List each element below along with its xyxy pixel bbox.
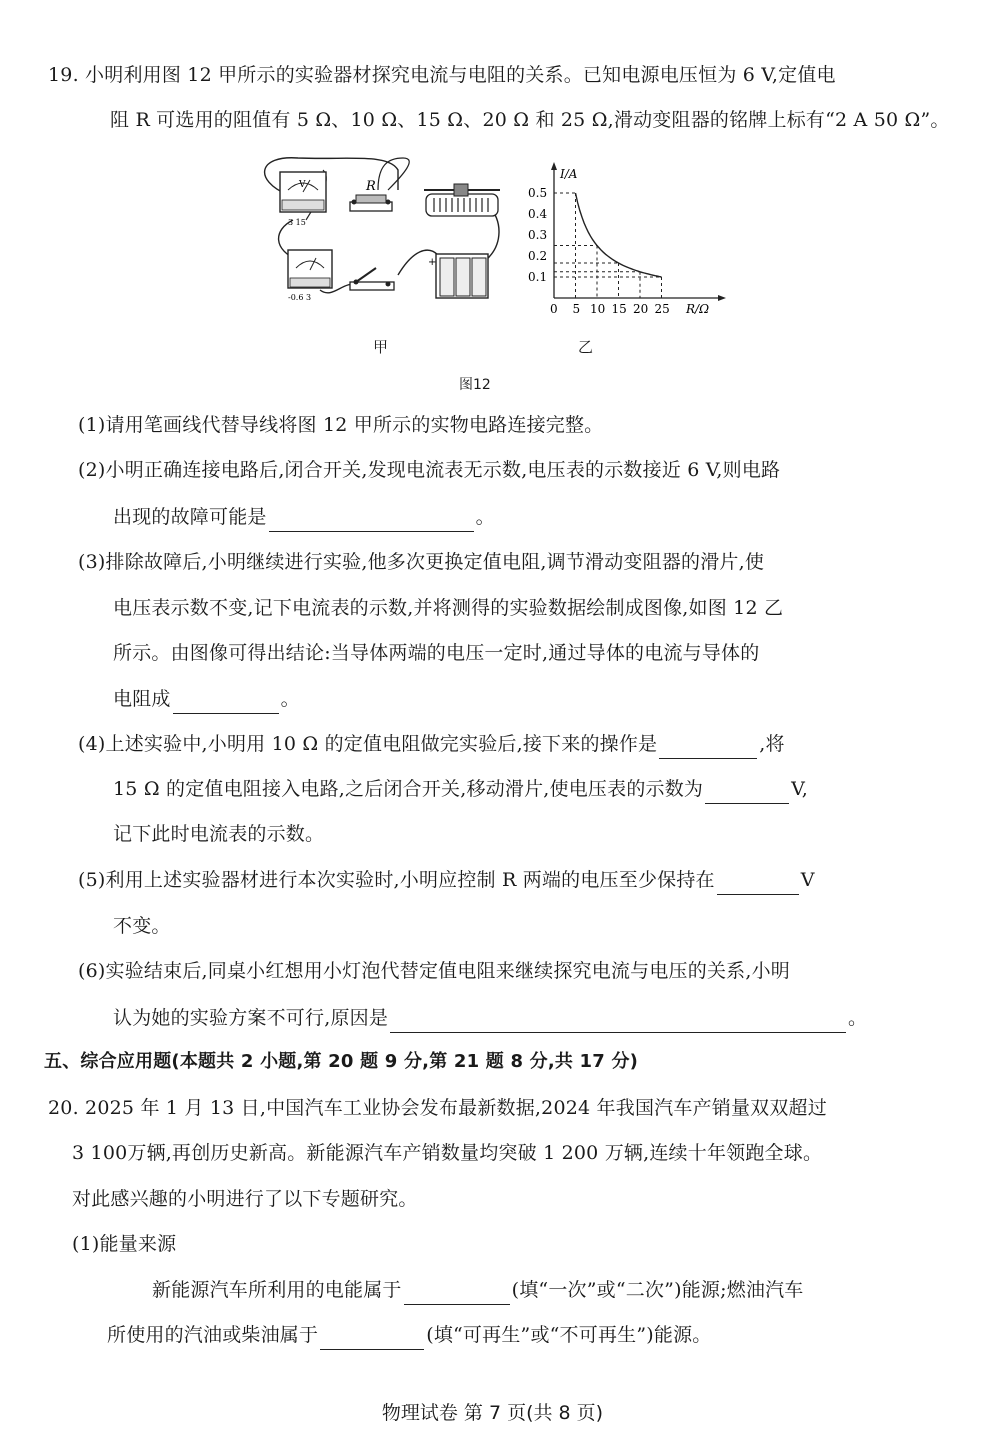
figure12-apparatus bbox=[258, 150, 508, 310]
q20-sub1-line2: 所使用的汽油或柴油属于 (填“可再生”或“不可再生”)能源。 bbox=[107, 1320, 711, 1350]
voltmeter-symbol: V bbox=[299, 180, 306, 190]
x-tick-label: 20 bbox=[633, 302, 649, 316]
figure12-graph bbox=[520, 160, 740, 320]
label-yi: 乙 bbox=[578, 338, 594, 356]
q19-part3-line1: (3)排除故障后,小明继续进行实验,他多次更换定值电阻,调节滑动变阻器的滑片,使 bbox=[78, 551, 765, 573]
answer-blank[interactable] bbox=[404, 1284, 510, 1305]
q19-part4-line3: 记下此时电流表的示数。 bbox=[113, 823, 325, 845]
section-heading: 五、综合应用题(本题共 2 小题,第 20 题 9 分,第 21 题 8 分,共 17 分) bbox=[44, 1051, 639, 1072]
q19-part1: (1)请用笔画线代替导线将图 12 甲所示的实物电路连接完整。 bbox=[78, 414, 604, 436]
x-tick-label: 15 bbox=[611, 302, 627, 316]
wire bbox=[378, 158, 409, 190]
y-tick-label: 0.4 bbox=[528, 207, 548, 221]
x-tick-label: 5 bbox=[572, 302, 581, 316]
q19-part2-line2: 出现的故障可能是 。 bbox=[113, 502, 495, 532]
q19-part5-line1: (5)利用上述实验器材进行本次实验时,小明应控制 R 两端的电压至少保持在 V bbox=[78, 865, 815, 895]
q19-part4-line2: 15 Ω 的定值电阻接入电路,之后闭合开关,移动滑片,使电压表的示数为 V, bbox=[113, 774, 808, 804]
q19-line2: 阻 R 可选用的阻值有 5 Ω、10 Ω、15 Ω、20 Ω 和 25 Ω,滑动变阻器的铭牌上标有“2 A 50 Ω”。 bbox=[110, 109, 950, 131]
q20-line1: 20. 2025 年 1 月 13 日,中国汽车工业协会发布最新数据,2024 年我国汽车产销量双双超过 bbox=[48, 1097, 827, 1119]
battery-pack bbox=[428, 254, 488, 298]
q19-part3-line4: 电阻成 。 bbox=[113, 684, 300, 714]
y-tick-label: 0.3 bbox=[528, 228, 548, 242]
slide-rheostat bbox=[424, 184, 500, 216]
q19-part4-line1: (4)上述实验中,小明用 10 Ω 的定值电阻做完实验后,接下来的操作是 ,将 bbox=[78, 729, 785, 759]
y-tick-label: 0.2 bbox=[528, 249, 548, 263]
battery-plus: + bbox=[428, 257, 437, 268]
voltmeter-terminals: 3 15 bbox=[288, 218, 306, 227]
answer-blank[interactable] bbox=[705, 783, 789, 804]
answer-blank[interactable] bbox=[390, 1012, 846, 1033]
ammeter bbox=[288, 250, 332, 302]
switch bbox=[350, 268, 394, 290]
q19-part2-line1: (2)小明正确连接电路后,闭合开关,发现电流表无示数,电压表的示数接近 6 V,则电路 bbox=[78, 459, 781, 481]
page-footer: 物理试卷 第 7 页(共 8 页) bbox=[381, 1402, 604, 1424]
label-jia: 甲 bbox=[373, 338, 389, 356]
resistor-label: R bbox=[366, 179, 376, 194]
q19-part3-line3: 所示。由图像可得出结论:当导体两端的电压一定时,通过导体的电流与导体的 bbox=[113, 642, 760, 664]
q19-part5-line2: 不变。 bbox=[113, 915, 171, 937]
voltmeter bbox=[280, 172, 326, 227]
y-tick-label: 0.1 bbox=[528, 270, 548, 284]
origin-label: 0 bbox=[550, 302, 558, 316]
answer-blank[interactable] bbox=[269, 511, 474, 532]
x-tick-label: 10 bbox=[590, 302, 606, 316]
q19-line1: 19. 小明利用图 12 甲所示的实验器材探究电流与电阻的关系。已知电源电压恒为 6 V,定值电 bbox=[48, 64, 836, 86]
ammeter-terminals: -0.6 3 bbox=[288, 293, 312, 302]
answer-blank[interactable] bbox=[320, 1329, 424, 1350]
figure-caption: 图12 bbox=[459, 377, 491, 393]
answer-blank[interactable] bbox=[173, 693, 279, 714]
y-axis-label: I/A bbox=[560, 167, 578, 181]
q20-line2: 3 100万辆,再创历史新高。新能源汽车产销数量均突破 1 200 万辆,连续十年领跑全球。 bbox=[72, 1142, 823, 1164]
x-tick-label: 25 bbox=[654, 302, 670, 316]
q20-sub1-title: (1)能量来源 bbox=[72, 1233, 177, 1255]
x-axis-label: R/Ω bbox=[686, 302, 710, 316]
answer-blank[interactable] bbox=[717, 874, 799, 895]
y-tick-label: 0.5 bbox=[528, 186, 548, 200]
answer-blank[interactable] bbox=[659, 738, 757, 759]
fixed-resistor bbox=[350, 179, 392, 211]
q20-line3: 对此感兴趣的小明进行了以下专题研究。 bbox=[72, 1188, 418, 1210]
q19-part3-line2: 电压表示数不变,记下电流表的示数,并将测得的实验数据绘制成图像,如图 12 乙 bbox=[113, 597, 784, 619]
q19-part6-line1: (6)实验结束后,同桌小红想用小灯泡代替定值电阻来继续探究电流与电压的关系,小明 bbox=[78, 960, 790, 982]
q20-sub1-line1: 新能源汽车所利用的电能属于 (填“一次”或“二次”)能源;燃油汽车 bbox=[152, 1275, 804, 1305]
q19-part6-line2: 认为她的实验方案不可行,原因是 。 bbox=[113, 1003, 867, 1033]
